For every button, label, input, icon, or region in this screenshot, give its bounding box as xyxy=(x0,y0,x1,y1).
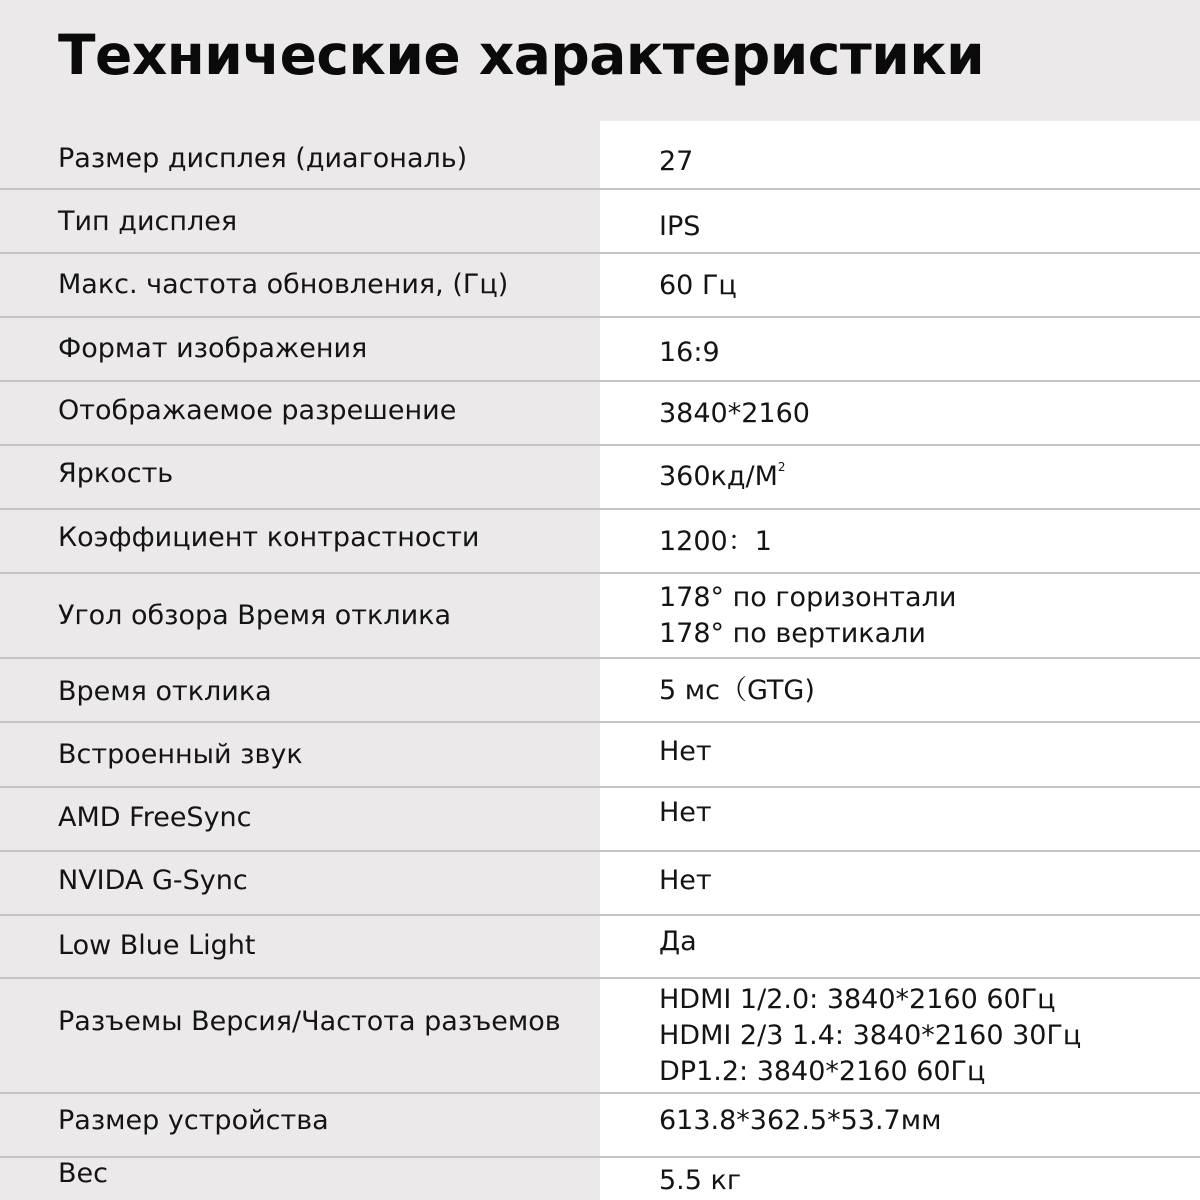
spec-value-line: Нет xyxy=(659,865,712,896)
spec-value-line: Да xyxy=(659,926,697,957)
spec-label: AMD FreeSync xyxy=(58,802,252,833)
spec-value-line: 16:9 xyxy=(659,337,720,368)
spec-value-line: HDMI 1/2.0: 3840*2160 60Гц xyxy=(659,984,1056,1015)
spec-label: Коэффициент контрастности xyxy=(58,522,480,553)
row-divider xyxy=(0,380,1200,382)
row-divider xyxy=(0,1092,1200,1094)
spec-label: Low Blue Light xyxy=(58,930,256,961)
spec-value xyxy=(659,673,815,709)
spec-value xyxy=(659,459,786,495)
spec-value xyxy=(659,335,720,371)
row-divider xyxy=(0,572,1200,574)
spec-value-line: 60 Гц xyxy=(659,270,737,301)
spec-value-line: Нет xyxy=(659,797,712,828)
spec-value xyxy=(659,982,1081,1090)
row-divider xyxy=(0,721,1200,723)
spec-label: Время отклика xyxy=(58,676,272,707)
spec-value xyxy=(659,396,810,432)
spec-label: Макс. частота обновления, (Гц) xyxy=(58,269,509,300)
spec-value-superscript: 2 xyxy=(777,460,786,474)
spec-value xyxy=(659,734,712,770)
spec-value xyxy=(659,524,772,560)
spec-value-line: 360кд/M xyxy=(659,461,778,492)
spec-value xyxy=(659,924,697,960)
spec-label: Размер дисплея (диагональ) xyxy=(58,143,468,174)
spec-value xyxy=(659,863,712,899)
spec-label: Тип дисплея xyxy=(58,206,238,237)
row-divider xyxy=(0,850,1200,852)
spec-value-line: HDMI 2/3 1.4: 3840*2160 30Гц xyxy=(659,1020,1082,1051)
spec-value-line: Нет xyxy=(659,736,712,767)
spec-value-line: 27 xyxy=(659,146,694,177)
spec-label: Вес xyxy=(58,1158,108,1189)
spec-label: Формат изображения xyxy=(58,333,368,364)
spec-label: Отображаемое разрешение xyxy=(58,395,457,426)
row-divider xyxy=(0,914,1200,916)
row-divider xyxy=(0,316,1200,318)
spec-value xyxy=(659,209,700,245)
spec-label: NVIDA G-Sync xyxy=(58,865,248,896)
spec-label: Яркость xyxy=(58,458,174,489)
spec-value-line: DP1.2: 3840*2160 60Гц xyxy=(659,1056,986,1087)
spec-value xyxy=(659,1163,741,1199)
spec-label: Встроенный звук xyxy=(58,739,303,770)
row-divider xyxy=(0,444,1200,446)
spec-label: Разъемы Версия/Частота разъемов xyxy=(58,1006,561,1037)
spec-value-line: 5.5 кг xyxy=(659,1165,742,1196)
spec-label: Размер устройства xyxy=(58,1105,329,1136)
row-divider xyxy=(0,977,1200,979)
spec-value-line: 5 мс（GTG) xyxy=(659,675,815,706)
spec-value xyxy=(659,795,712,831)
row-divider xyxy=(0,252,1200,254)
row-divider xyxy=(0,188,1200,190)
row-divider xyxy=(0,508,1200,510)
spec-label: Угол обзора Время отклика xyxy=(58,600,451,631)
spec-value-line: 178° по вертикали xyxy=(659,618,926,649)
spec-value xyxy=(659,144,693,180)
spec-value-line: 1200：1 xyxy=(659,526,772,557)
spec-value xyxy=(659,580,956,652)
spec-value-line: IPS xyxy=(659,211,701,242)
spec-value-line: 178° по горизонтали xyxy=(659,582,957,613)
row-divider xyxy=(0,657,1200,659)
page-title: Технические характеристики xyxy=(58,23,985,87)
spec-value xyxy=(659,1103,941,1139)
spec-value xyxy=(659,268,737,304)
row-divider xyxy=(0,786,1200,788)
row-divider xyxy=(0,1156,1200,1158)
spec-value-line: 3840*2160 xyxy=(659,398,810,429)
spec-value-line: 613.8*362.5*53.7мм xyxy=(659,1105,942,1136)
